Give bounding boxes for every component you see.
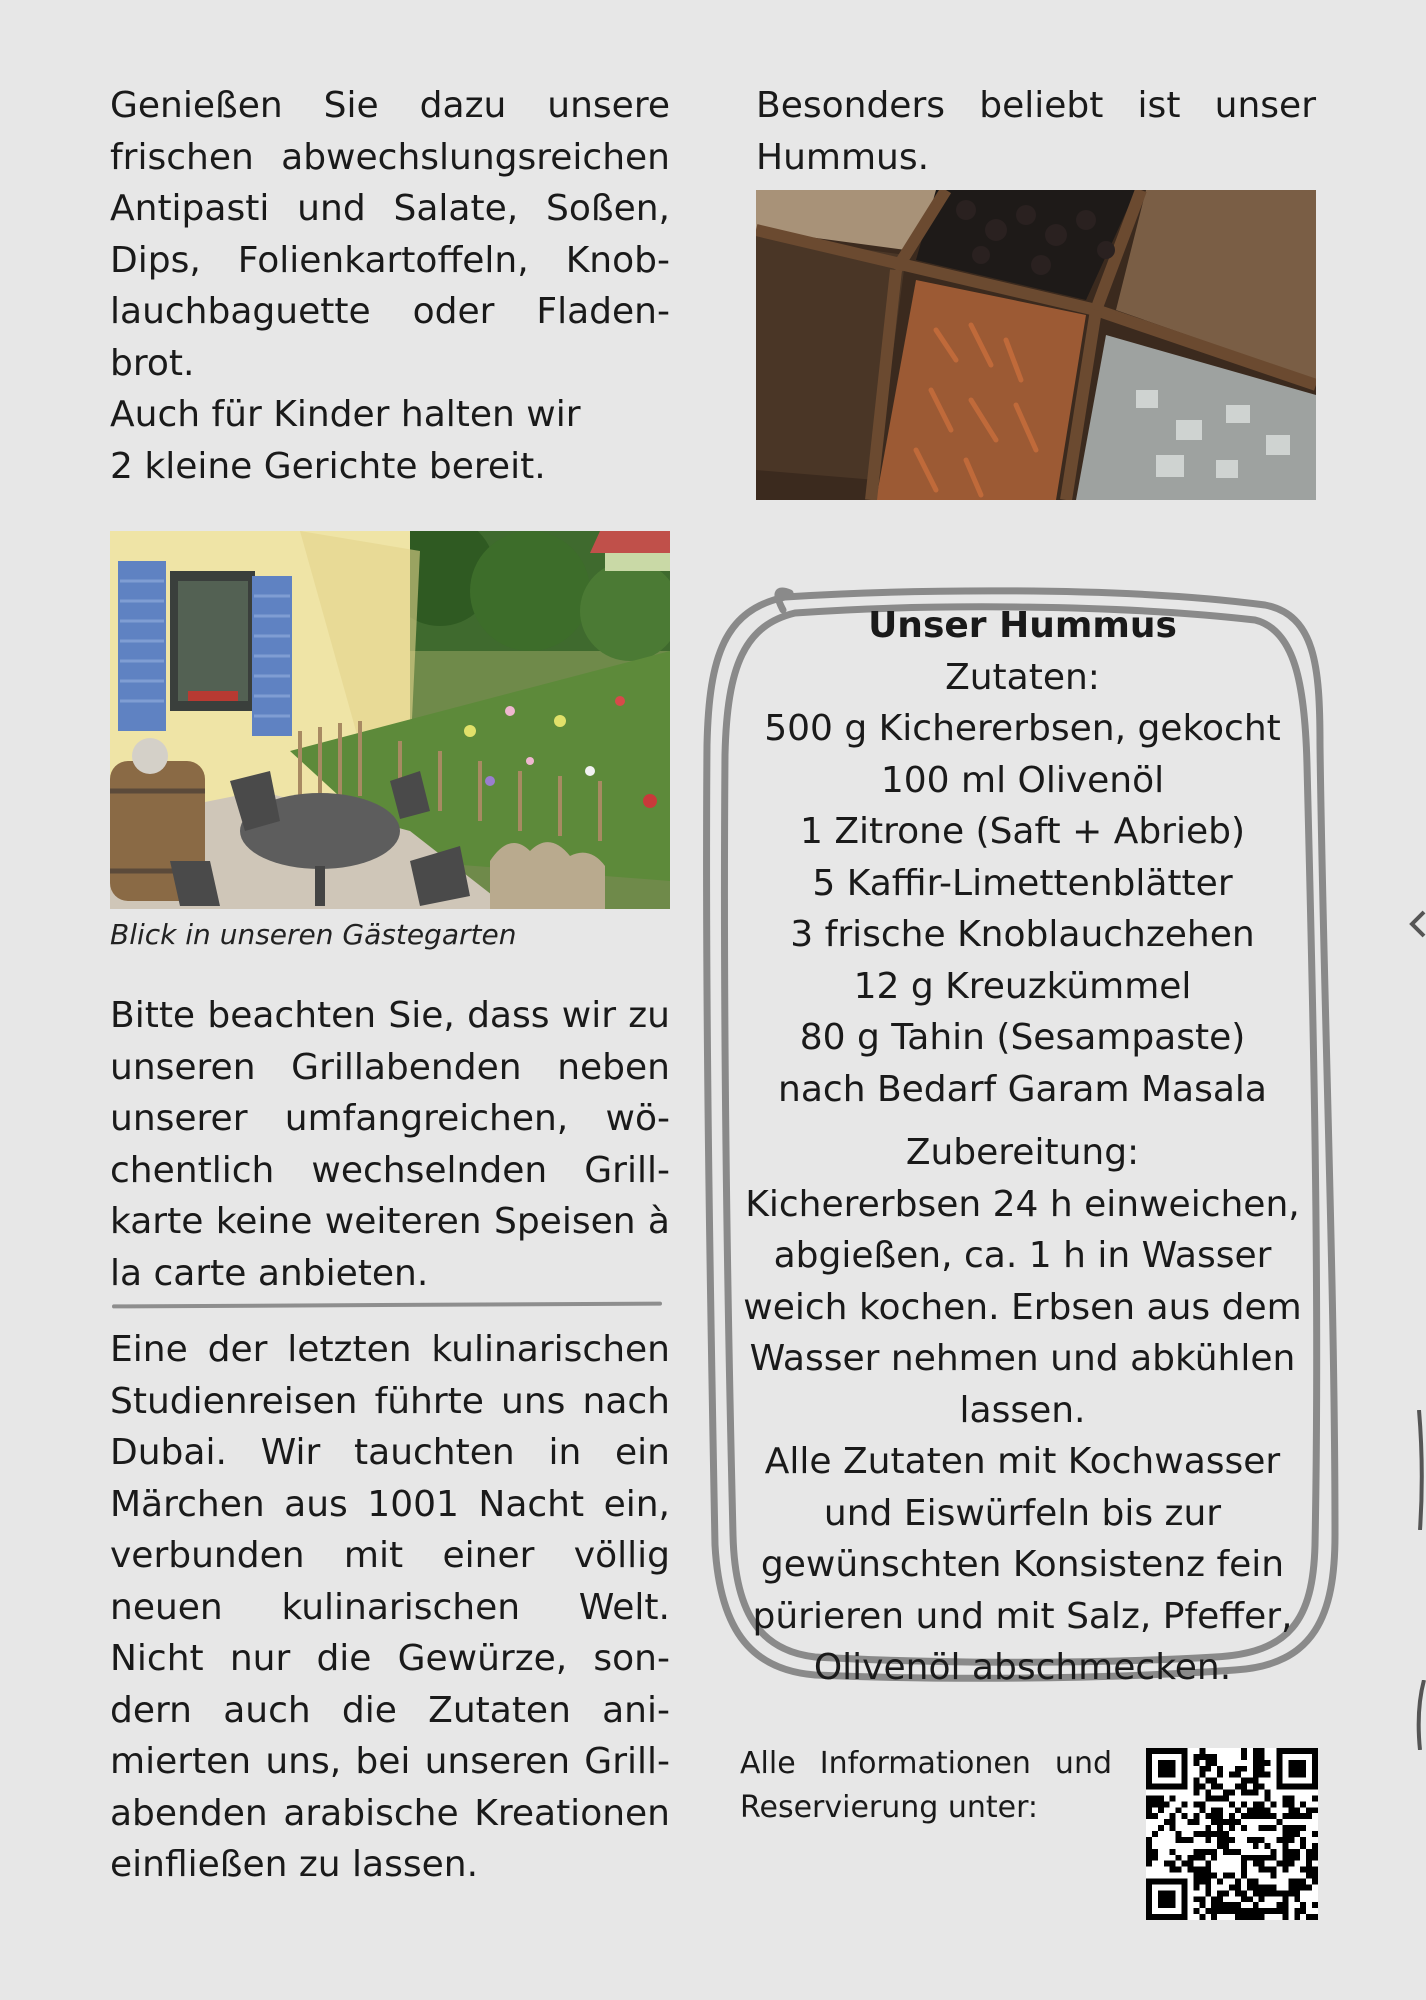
ingredient-item: 3 frische Knoblauchzehen <box>790 914 1255 955</box>
notice-paragraph: Bitte beachten Sie, dass wir zu unseren Grillabenden neben unserer umfangreichen, wöchentlich wechselnden Grillkarte keine weiteren Speisen à la carte anbieten. <box>110 995 670 1294</box>
recipe-title: Unser Hummus <box>868 605 1177 646</box>
ingredient-item: 100 ml Olivenöl <box>880 759 1165 801</box>
ingredient-item: 80 g Tahin (Sesampaste) <box>799 1017 1246 1058</box>
left-column <box>110 80 670 492</box>
ingredient-item: nach Bedarf Garam Masala <box>778 1068 1267 1110</box>
left-column-bottom <box>110 1324 670 1891</box>
recipe-box <box>740 600 1305 1694</box>
ingredient-item: 500 g Kichererbsen, gekocht <box>764 708 1281 749</box>
intro-paragraph: Genießen Sie dazu unsere frischen abwechslungsreichen Antipasti und Salate, Soßen, Dips, Folienkartoffeln, Knoblauchbaguette oder Fladenbrot. <box>110 85 670 384</box>
right-column <box>756 80 1316 183</box>
kids-line-1: Auch für Kinder halten wir <box>110 394 581 435</box>
prep-step-2: Alle Zutaten mit Kochwasser und Eiswürfeln bis zur gewünschten Konsistenz fein pürieren und mit Salz, Pfeffer, Olivenöl abschmecken. <box>752 1441 1293 1688</box>
edge-mark <box>1408 910 1426 940</box>
ingredient-item: 1 Zitrone (Saft + Abrieb) <box>799 811 1246 852</box>
kids-line-2: 2 kleine Gerichte bereit. <box>110 445 546 487</box>
qr-code[interactable] <box>1146 1748 1318 1920</box>
spices-photo <box>756 190 1316 500</box>
edge-mark <box>1414 1680 1426 1750</box>
ingredients-heading: Zutaten: <box>945 656 1100 698</box>
photo-caption: Blick in unseren Gästegarten <box>110 918 517 951</box>
edge-mark <box>1416 1410 1426 1530</box>
hummus-intro: Besonders beliebt ist unser Hummus. <box>756 85 1316 178</box>
reservation-info: Alle Informationen und Reservierung unter: <box>740 1746 1112 1825</box>
ingredient-item: 12 g Kreuzkümmel <box>853 965 1192 1007</box>
left-column-mid <box>110 990 670 1299</box>
prep-heading: Zubereitung: <box>905 1132 1140 1173</box>
ingredient-item: 5 Kaffir-Limettenblätter <box>812 862 1233 904</box>
prep-step-1: Kichererbsen 24 h einweichen, abgießen, ca. 1 h in Wasser weich kochen. Erbsen aus dem Wasser nehmen und abkühlen lassen. <box>743 1183 1302 1431</box>
travel-paragraph: Eine der letzten kulinarischen Studienreisen führte uns nach Dubai. Wir tauchten in ein Märchen aus 1001 Nacht ein, verbunden mit einer völlig neuen kulinarischen Welt. Nicht nur die Gewürze, sondern auch die Zutaten animierten uns, bei unseren Grillabenden arabische Kreationen einfließen zu lassen. <box>110 1329 670 1885</box>
section-divider <box>112 1302 662 1309</box>
garden-photo <box>110 531 670 909</box>
